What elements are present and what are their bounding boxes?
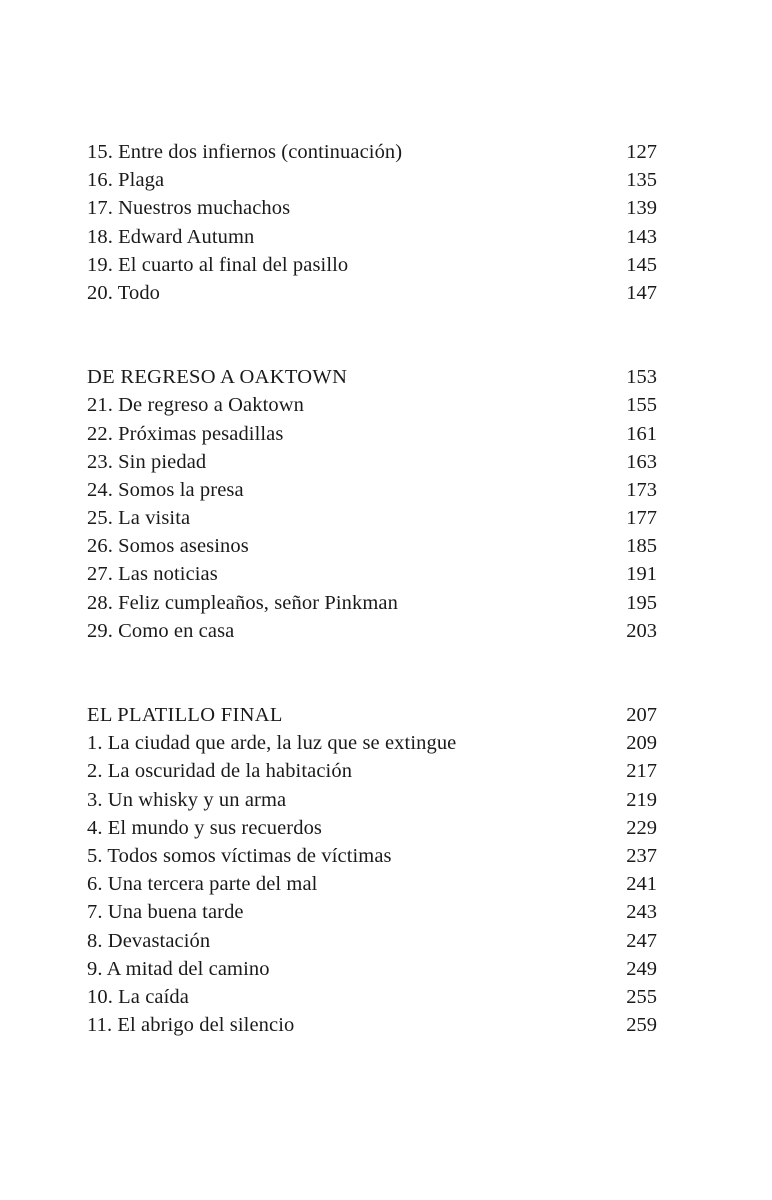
toc-entry[interactable] xyxy=(87,223,657,251)
toc-entry[interactable] xyxy=(87,194,657,222)
toc-entry-title: 9. A mitad del camino xyxy=(87,957,270,980)
toc-entry[interactable] xyxy=(87,448,657,476)
toc-entry-page: 209 xyxy=(626,732,657,755)
toc-entry[interactable] xyxy=(87,420,657,448)
toc-entry-page: 161 xyxy=(626,422,657,445)
toc-entry[interactable] xyxy=(87,251,657,279)
toc-entry[interactable] xyxy=(87,786,657,814)
toc-entry[interactable] xyxy=(87,532,657,560)
toc-entry-page: 247 xyxy=(626,929,657,952)
toc-entry-title: 5. Todos somos víctimas de víctimas xyxy=(87,844,392,867)
toc-entry[interactable] xyxy=(87,560,657,588)
toc-entry-page: 163 xyxy=(626,450,657,473)
toc-entry-title: 28. Feliz cumpleaños, señor Pinkman xyxy=(87,591,398,614)
toc-entry-page: 217 xyxy=(626,760,657,783)
toc-entry-title: 24. Somos la presa xyxy=(87,478,244,501)
toc-entry-title: 16. Plaga xyxy=(87,169,165,192)
toc-entry-title: 4. El mundo y sus recuerdos xyxy=(87,816,322,839)
toc-entry[interactable] xyxy=(87,842,657,870)
toc-entry-title: 19. El cuarto al final del pasillo xyxy=(87,253,349,276)
table-of-contents xyxy=(87,138,657,1039)
toc-entry-title: 18. Edward Autumn xyxy=(87,225,255,248)
toc-entry[interactable] xyxy=(87,166,657,194)
toc-entry[interactable] xyxy=(87,757,657,785)
toc-entry-title: 21. De regreso a Oaktown xyxy=(87,394,305,417)
toc-entry-title: 7. Una buena tarde xyxy=(87,901,244,924)
toc-entry-title: 17. Nuestros muchachos xyxy=(87,197,291,220)
toc-entry[interactable] xyxy=(87,870,657,898)
toc-entry-title: 29. Como en casa xyxy=(87,619,235,642)
toc-entry-page: 127 xyxy=(626,141,657,163)
toc-part-page: 207 xyxy=(626,704,657,726)
toc-entry[interactable] xyxy=(87,138,657,166)
toc-entry[interactable] xyxy=(87,927,657,955)
toc-entry[interactable] xyxy=(87,729,657,757)
toc-entry-page: 145 xyxy=(626,253,657,276)
toc-part-heading[interactable] xyxy=(87,701,657,729)
toc-entry-page: 139 xyxy=(626,197,657,220)
toc-entry-title: 10. La caída xyxy=(87,985,189,1008)
toc-entry-page: 243 xyxy=(626,901,657,924)
toc-entry[interactable] xyxy=(87,955,657,983)
toc-entry-title: 26. Somos asesinos xyxy=(87,535,249,558)
toc-entry-title: 22. Próximas pesadillas xyxy=(87,422,284,445)
toc-entry-title: 2. La oscuridad de la habitación xyxy=(87,760,353,783)
toc-entry[interactable] xyxy=(87,898,657,926)
toc-entry-page: 249 xyxy=(626,957,657,980)
toc-entry[interactable] xyxy=(87,1011,657,1039)
toc-entry-page: 191 xyxy=(626,563,657,586)
toc-entry[interactable] xyxy=(87,983,657,1011)
toc-entry-page: 241 xyxy=(626,873,657,896)
toc-entry-title: 15. Entre dos infiernos (continuación) xyxy=(87,141,403,163)
toc-entry-title: 6. Una tercera parte del mal xyxy=(87,873,318,896)
toc-part-title: EL PLATILLO FINAL xyxy=(87,704,283,726)
toc-entry-title: 27. Las noticias xyxy=(87,563,218,586)
toc-entry-title: 3. Un whisky y un arma xyxy=(87,788,287,811)
toc-entry-page: 135 xyxy=(626,169,657,192)
toc-entry-title: 20. Todo xyxy=(87,281,161,304)
toc-section-continuation xyxy=(87,138,657,307)
toc-part-page: 153 xyxy=(626,366,657,389)
toc-entry[interactable] xyxy=(87,476,657,504)
toc-entry-page: 229 xyxy=(626,816,657,839)
toc-entry[interactable] xyxy=(87,617,657,645)
toc-section-de-regreso-a-oaktown xyxy=(87,363,657,645)
toc-entry-title: 11. El abrigo del silencio xyxy=(87,1014,295,1037)
toc-entry-page: 259 xyxy=(626,1014,657,1037)
toc-entry-page: 203 xyxy=(626,619,657,642)
toc-entry-page: 195 xyxy=(626,591,657,614)
toc-entry-page: 237 xyxy=(626,844,657,867)
toc-entry-page: 185 xyxy=(626,535,657,558)
toc-entry[interactable] xyxy=(87,589,657,617)
toc-entry[interactable] xyxy=(87,391,657,419)
toc-entry[interactable] xyxy=(87,279,657,307)
toc-part-heading[interactable] xyxy=(87,363,657,391)
toc-entry-title: 25. La visita xyxy=(87,507,191,530)
toc-entry-page: 147 xyxy=(626,281,657,304)
toc-entry-page: 173 xyxy=(626,478,657,501)
toc-entry-page: 219 xyxy=(626,788,657,811)
toc-entry-page: 177 xyxy=(626,507,657,530)
toc-entry[interactable] xyxy=(87,814,657,842)
toc-entry-page: 155 xyxy=(626,394,657,417)
toc-entry-page: 143 xyxy=(626,225,657,248)
toc-section-el-platillo-final xyxy=(87,701,657,1039)
toc-entry-page: 255 xyxy=(626,985,657,1008)
toc-entry[interactable] xyxy=(87,504,657,532)
toc-entry-title: 8. Devastación xyxy=(87,929,211,952)
toc-part-title: DE REGRESO A OAKTOWN xyxy=(87,366,348,389)
toc-entry-title: 1. La ciudad que arde, la luz que se extingue xyxy=(87,732,457,755)
toc-entry-title: 23. Sin piedad xyxy=(87,450,207,473)
